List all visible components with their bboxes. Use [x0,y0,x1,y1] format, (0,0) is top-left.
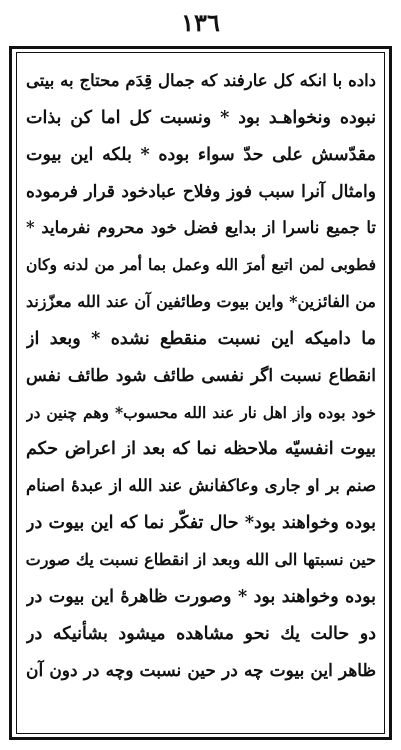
text-line: من الفائزين* واين بيوت وطائفين آن عند الله معزّزند [26,292,376,312]
body-text [26,63,376,727]
text-line: بيوت انفسيّه ملاحظه نما كه بعد از اعراض حكم [26,439,376,460]
text-line: ظاهر اين بيوت چه در حين نسبت وچه در دون آن [26,660,376,681]
text-line: انقطاع نسبت اگر نفسى طائف شود طائف نفس [26,365,376,386]
text-line: وامثال آنرا سبب فوز وفلاح عبادخود قرار فرموده [26,181,376,202]
text-line: مقدّسش على حدّ سواء بوده * بلكه اين بيوت [26,144,376,165]
text-line: تا جميع ناسرا از بدايع فضل خود محروم نفرمايد * [26,218,376,238]
text-line: ما داميكه اين نسبت منقطع نشده * وبعد از [26,328,376,349]
text-line: نبوده ونخواهـد بود * ونسبت كل اما كن بذات [26,107,376,128]
text-line: حين نسبتها الى الله وبعد از انقطاع نسبت يك صورت [26,549,376,569]
text-line: دو حالت يك نحو مشاهده ميشود بشأنيكه در [26,623,376,644]
text-line: فطوبى لمن اتبع أمرَ الله وعمل بما أمر من لدنه وكان [26,255,376,275]
text-line: بوده وخواهند بود * وصورت ظاهرهٔ اين بيوت در [26,586,376,607]
text-line: داده با انكه كل عارفند كه جمال قِدَم محتاج به بيتى [26,71,376,90]
page-number: ١٣٦ [181,8,220,37]
text-line: صنم بر او جارى وعاكفانش عند الله از عبدهٔ اصنام [26,476,376,496]
text-line: خود بوده واز اهل نار عند الله محسوب* وهم چنين در [26,402,376,422]
text-line: بوده وخواهند بود* حال تفكّر نما كه اين بيوت در [26,513,376,534]
